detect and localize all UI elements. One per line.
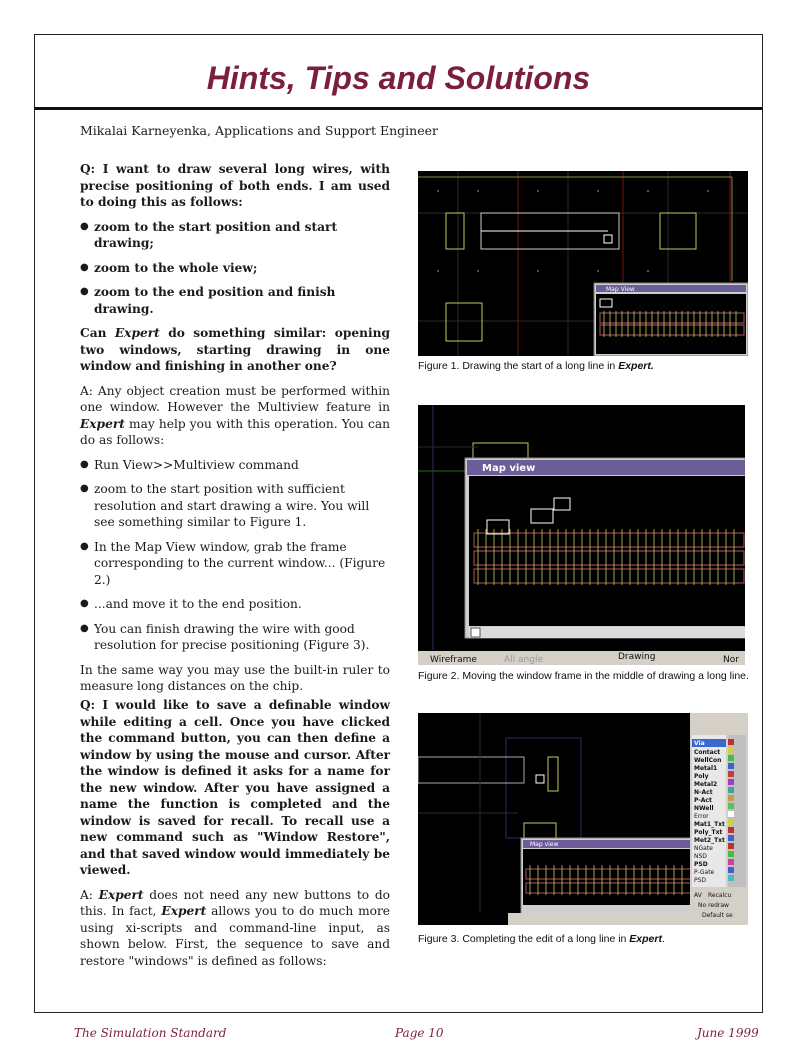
footer-journal: The Simulation Standard xyxy=(74,1026,227,1040)
fig3-layer: Poly xyxy=(694,773,709,780)
q1-bullet: ● zoom to the start position with sufficient resolution and start drawing a wire. You will see something similar to Figure 1. xyxy=(80,481,390,531)
q1-steps xyxy=(80,219,390,318)
fig3-layer: Mat1_Txt xyxy=(694,821,725,828)
figure-2-caption: Figure 2. Moving the window frame in the middle of drawing a long line. xyxy=(418,670,749,682)
fig3-layer: NGate xyxy=(694,845,713,852)
fig3-layer: Metal1 xyxy=(694,765,718,772)
figure-1-layout-drawing xyxy=(418,171,748,356)
fig3-layer: P-Act xyxy=(694,797,712,804)
page-title: Hints, Tips and Solutions xyxy=(206,60,591,96)
fig3-recalc-button: Recalcu xyxy=(708,892,732,899)
q1-bullets xyxy=(80,457,390,654)
fig3-layer: WellCon xyxy=(694,757,722,764)
footer-date: June 1999 xyxy=(697,1026,759,1040)
left-column-q2 xyxy=(80,697,390,977)
fig2-wireframe: Wireframe xyxy=(430,655,477,665)
fig3-layer: Contact xyxy=(694,749,721,756)
q2-question: Q: I would like to save a definable window while editing a cell. Once you have clicked the command button, you can then define a window by using the mouse and cursor. After the window is defined it asks for a name for the new window. After you have assigned a name the function is completed and the window is saved for recall. To recall use a new command such as "Window Restore", and that saved window would immediately be viewed. xyxy=(80,698,390,877)
fig2-map-title: Map view xyxy=(482,463,536,474)
fig3-layer: NSD xyxy=(694,853,707,860)
fig3-layer: Met2_Txt xyxy=(694,837,725,844)
fig3-av-button: AV xyxy=(694,892,702,899)
figure-1-caption: Figure 1. Drawing the start of a long line in Expert. xyxy=(418,360,654,372)
fig3-layer: Poly_Txt xyxy=(694,829,723,836)
figure-2-image xyxy=(418,405,745,665)
fig3-layer: PSD xyxy=(694,861,708,868)
q1-bullet: ● ...and move it to the end position. xyxy=(80,596,390,613)
fig3-layer: P-Gate xyxy=(694,869,715,876)
q1-question: Q: I want to draw several long wires, with precise positioning of both ends. I am used to doing this as follows: xyxy=(80,162,390,209)
fig3-layer: NWell xyxy=(694,805,714,812)
q2-answer: A: Expert does not need any new buttons to do this. In fact, Expert allows you to do much more using xi-scripts and command-line input, as shown below. First, the sequence to save and restore "windows" is defined as follows: xyxy=(80,887,391,968)
figure-3-caption: Figure 3. Completing the edit of a long line in Expert. xyxy=(418,933,665,945)
figure-1-image xyxy=(418,171,748,356)
fig3-layer: PSD xyxy=(694,877,707,884)
title-rule xyxy=(35,107,762,110)
fig3-layer: Error xyxy=(694,813,709,820)
fig3-no-redraw: No redraw xyxy=(698,902,729,909)
q1-step: ● zoom to the start position and start drawing; xyxy=(80,219,390,252)
figure-3-layout-drawing xyxy=(418,713,748,925)
q1-followup: Can Expert do something similar: opening two windows, starting drawing in one window and finishing in another one? xyxy=(80,326,391,373)
fig3-map-title: Map view xyxy=(530,841,559,848)
footer-page: Page 10 xyxy=(395,1026,444,1040)
fig2-nor: Nor xyxy=(723,655,739,665)
q1-step: ● zoom to the end position and finish drawing. xyxy=(80,284,390,317)
q1-closing: In the same way you may use the built-in ruler to measure long distances on the chip. xyxy=(80,662,390,693)
byline: Mikalai Karneyenka, Applications and Support Engineer xyxy=(80,123,438,138)
figure-3-image xyxy=(418,713,748,925)
q1-bullet: ● You can finish drawing the wire with good resolution for precise positioning (Figure 3). xyxy=(80,621,390,654)
q1-step: ● zoom to the whole view; xyxy=(80,260,390,277)
fig2-drawing: Drawing xyxy=(618,652,656,662)
left-column-q1 xyxy=(80,161,390,703)
figure-2-layout-drawing xyxy=(418,405,745,665)
fig2-all-angle: All angle xyxy=(504,655,543,665)
fig3-layer: Via xyxy=(694,740,705,747)
fig1-map-title: Map View xyxy=(606,286,635,293)
q1-bullet: ● In the Map View window, grab the frame corresponding to the current window... (Figure 2.) xyxy=(80,539,390,589)
fig3-layer: N-Act xyxy=(694,789,713,796)
fig3-default: Default se xyxy=(702,912,733,919)
q1-answer: A: Any object creation must be performed within one window. However the Multiview feature in Expert may help you with this operation. You can do as follows: xyxy=(80,383,390,447)
q1-bullet: ● Run View>>Multiview command xyxy=(80,457,390,474)
fig3-layer: Metal2 xyxy=(694,781,718,788)
